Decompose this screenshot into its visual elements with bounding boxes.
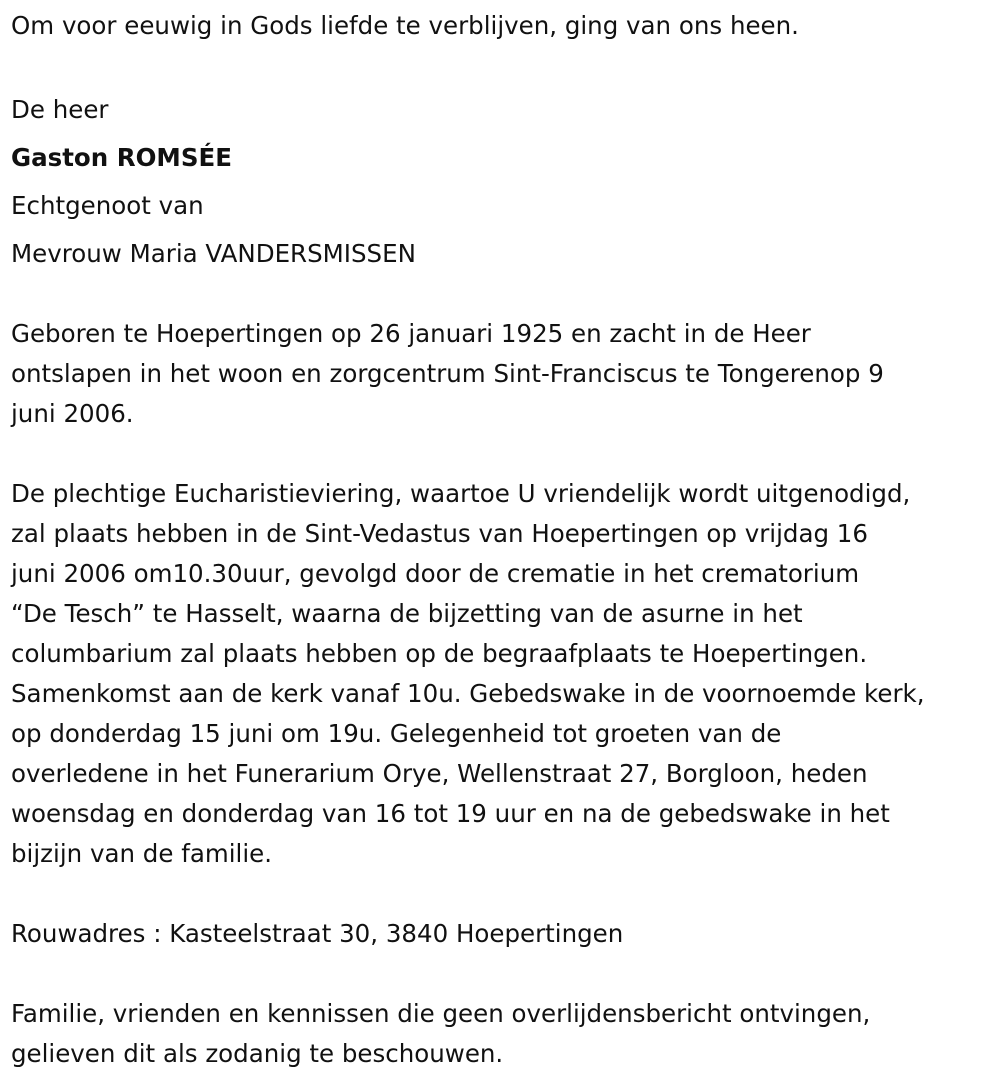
intro-text: Om voor eeuwig in Gods liefde te verblijven, ging van ons heen. (11, 11, 799, 40)
paragraph-line: “De Tesch” te Hasselt, waarna de bijzetting van de asurne in het (11, 599, 803, 628)
ceremony-paragraph (11, 474, 996, 874)
closing-paragraph (11, 994, 996, 1074)
paragraph-line: columbarium zal plaats hebben op de begraafplaats te Hoepertingen. (11, 639, 868, 668)
spacer (11, 954, 996, 994)
relation-text: Echtgenoot van (11, 191, 204, 220)
spouse-name: Mevrouw Maria VANDERSMISSEN (11, 239, 416, 268)
paragraph-line: juni 2006. (11, 399, 134, 428)
deceased-name: Gaston ROMSÉE (11, 143, 232, 172)
spacer (11, 278, 996, 314)
paragraph-line: Familie, vrienden en kennissen die geen overlijdensbericht ontvingen, (11, 999, 871, 1028)
death-notice (11, 6, 996, 1074)
spacer (11, 434, 996, 474)
paragraph-line: zal plaats hebben in de Sint-Vedastus van Hoepertingen op vrijdag 16 (11, 519, 868, 548)
title-prefix: De heer (11, 95, 109, 124)
paragraph-line: op donderdag 15 juni om 19u. Gelegenheid tot groeten van de (11, 719, 782, 748)
paragraph-line: woensdag en donderdag van 16 tot 19 uur en na de gebedswake in het (11, 799, 890, 828)
paragraph-line: Samenkomst aan de kerk vanaf 10u. Gebedswake in de voornoemde kerk, (11, 679, 925, 708)
paragraph-line: ontslapen in het woon en zorgcentrum Sint-Franciscus te Tongerenop 9 (11, 359, 884, 388)
mourning-address: Rouwadres : Kasteelstraat 30, 3840 Hoepertingen (11, 919, 624, 948)
paragraph-line: overledene in het Funerarium Orye, Wellenstraat 27, Borgloon, heden (11, 759, 868, 788)
paragraph-line: Geboren te Hoepertingen op 26 januari 1925 en zacht in de Heer (11, 319, 811, 348)
birth-death-paragraph (11, 314, 996, 434)
spacer (11, 874, 996, 914)
paragraph-line: juni 2006 om10.30uur, gevolgd door de crematie in het crematorium (11, 559, 860, 588)
paragraph-line: De plechtige Eucharistieviering, waartoe U vriendelijk wordt uitgenodigd, (11, 479, 911, 508)
deceased-heading (11, 86, 996, 278)
paragraph-line: bijzijn van de familie. (11, 839, 272, 868)
spacer (11, 46, 996, 86)
paragraph-line: gelieven dit als zodanig te beschouwen. (11, 1039, 504, 1068)
